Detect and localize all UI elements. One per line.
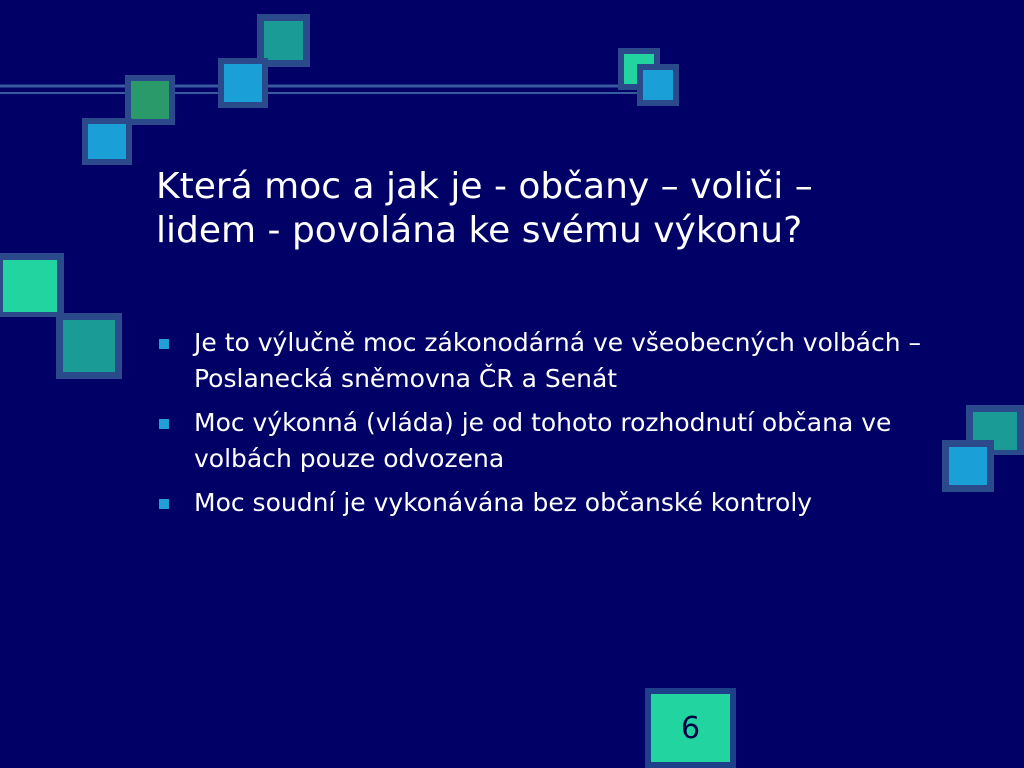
page-number: 6 (651, 694, 730, 762)
bullet-text: Moc výkonná (vláda) je od tohoto rozhodnutí občana ve volbách pouze odvozena (194, 408, 892, 473)
square-top-4 (82, 118, 132, 165)
square-top-right-2 (637, 64, 679, 106)
bullet-text: Je to výlučně moc zákonodárná ve všeobecných volbách – Poslanecká sněmovna ČR a Senát (194, 328, 922, 393)
square-bullet-icon (159, 419, 169, 429)
bullet-item-2 (156, 405, 936, 477)
bullet-text: Moc soudní je vykonávána bez občanské kontroly (194, 488, 813, 517)
square-right-2 (942, 440, 994, 492)
square-bullet-icon (159, 339, 169, 349)
bullet-item-1 (156, 325, 936, 397)
top-rule-lines (0, 86, 640, 93)
bullet-list (156, 325, 936, 529)
square-left-1 (0, 253, 64, 317)
square-left-2 (56, 313, 122, 379)
slide-title-line-1: Která moc a jak je - občany – voliči – (156, 166, 813, 207)
slide-title-line-2: lidem - povolána ke svému výkonu? (156, 210, 803, 251)
bullet-item-3 (156, 485, 936, 521)
square-bullet-icon (159, 499, 169, 509)
slide-title (156, 165, 956, 253)
page-number-badge (645, 688, 736, 768)
square-top-2 (218, 58, 268, 108)
square-top-3 (125, 75, 175, 125)
